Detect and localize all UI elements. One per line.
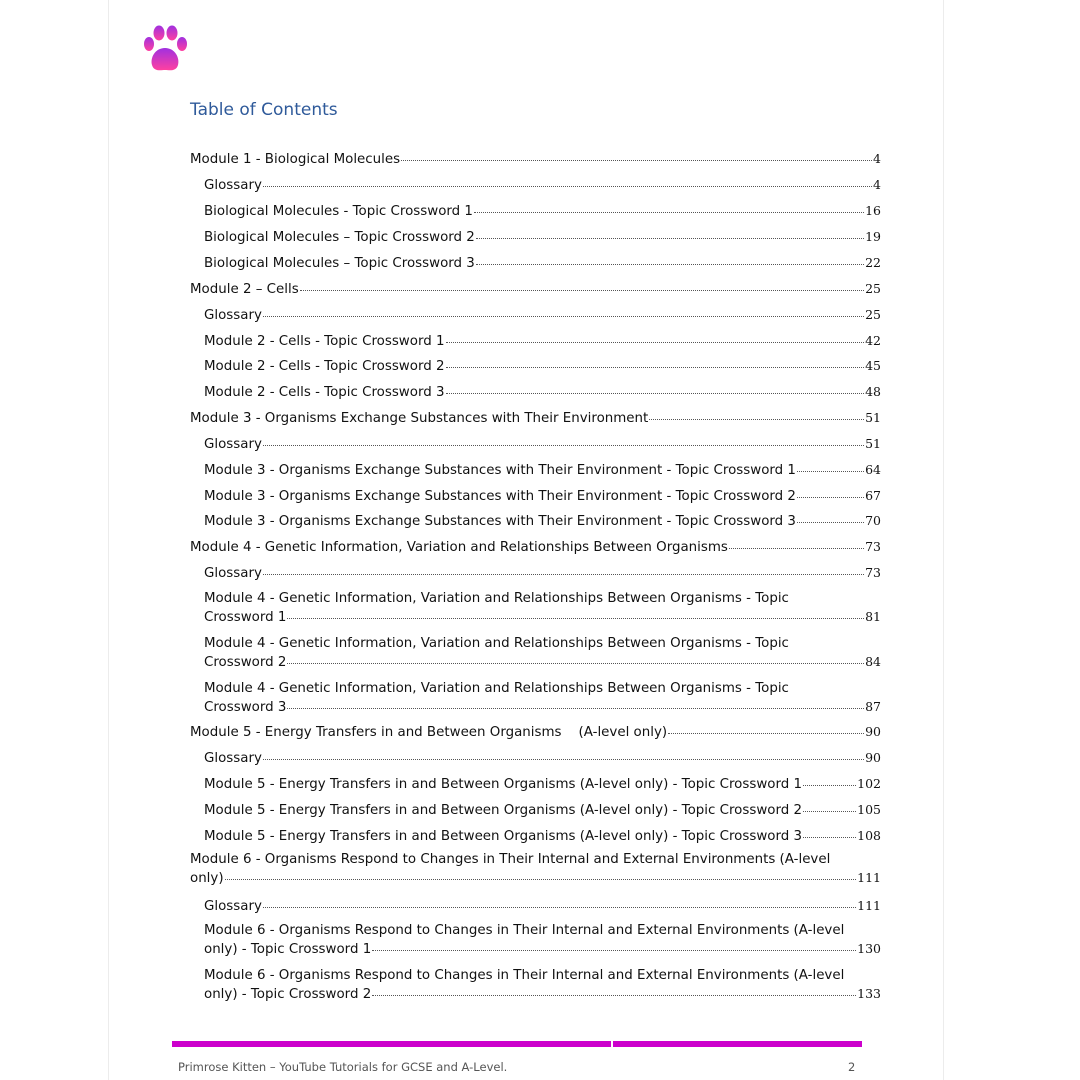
dot-leader xyxy=(263,573,864,575)
toc-entry-title: Module 2 - Cells - Topic Crossword 2 xyxy=(204,359,445,374)
toc-entry-title: Module 3 - Organisms Exchange Substances with Their Environment - Topic Crossword 3 xyxy=(204,514,796,529)
toc-entry-page: 25 xyxy=(865,307,881,322)
dot-leader xyxy=(729,547,864,549)
dot-leader xyxy=(668,732,864,734)
toc-module-entry[interactable] xyxy=(190,538,881,557)
toc-sub-entry[interactable] xyxy=(204,922,881,959)
toc-entry-title: Glossary xyxy=(204,308,262,323)
toc-entry-page: 133 xyxy=(857,986,881,1001)
dot-leader xyxy=(263,444,864,446)
toc-sub-entry[interactable] xyxy=(204,967,881,1004)
dot-leader xyxy=(446,366,865,368)
toc-entry-page: 102 xyxy=(857,776,881,791)
toc-entry-page: 22 xyxy=(865,255,881,270)
toc-entry-title: Glossary xyxy=(204,899,262,914)
dot-leader xyxy=(803,810,856,812)
toc-entry-page: 105 xyxy=(857,802,881,817)
toc-module-entry[interactable] xyxy=(190,723,881,742)
toc-entry-page: 90 xyxy=(865,750,881,765)
toc-sub-entry[interactable] xyxy=(204,332,881,351)
footer-text: Primrose Kitten – YouTube Tutorials for GCSE and A-Level. xyxy=(178,1060,508,1074)
toc-entry-page: 45 xyxy=(865,358,881,373)
toc-sub-entry[interactable] xyxy=(204,435,881,454)
toc-sub-entry[interactable] xyxy=(204,461,881,480)
toc-entry-title-line: Module 4 - Genetic Information, Variation and Relationships Between Organisms - Topic xyxy=(204,681,789,696)
dot-leader xyxy=(476,237,864,239)
toc-entry-title: Module 3 - Organisms Exchange Substances with Their Environment - Topic Crossword 2 xyxy=(204,489,796,504)
toc-entry-title: only) - Topic Crossword 2 xyxy=(204,987,372,1002)
toc-sub-entry[interactable] xyxy=(204,306,881,325)
toc-module-entry[interactable] xyxy=(190,851,881,888)
toc-entry-title: only) - Topic Crossword 1 xyxy=(204,942,372,957)
toc-entry-title-line: Module 4 - Genetic Information, Variation and Relationships Between Organisms - Topic xyxy=(204,591,789,606)
dot-leader xyxy=(797,521,864,523)
toc-entry-title: Module 5 - Energy Transfers in and Between Organisms (A-level only) - Topic Crossword 1 xyxy=(204,777,803,792)
toc-entry-page: 87 xyxy=(865,699,881,714)
toc-entry-page: 64 xyxy=(865,462,881,477)
dot-leader xyxy=(263,758,864,760)
toc-sub-entry[interactable] xyxy=(204,827,881,846)
toc-entry-title: Glossary xyxy=(204,751,262,766)
toc-entry-page: 19 xyxy=(865,229,881,244)
toc-title: Table of Contents xyxy=(190,100,338,120)
toc-entry-title: Module 4 - Genetic Information, Variation and Relationships Between Organisms xyxy=(190,540,728,555)
toc-entry-title: Glossary xyxy=(204,566,262,581)
toc-entry-title: Module 1 - Biological Molecules xyxy=(190,152,401,167)
dot-leader xyxy=(300,289,864,291)
dot-leader xyxy=(803,836,856,838)
toc-entry-page: 67 xyxy=(865,488,881,503)
toc-sub-entry[interactable] xyxy=(204,254,881,273)
dot-leader xyxy=(649,418,864,420)
toc-sub-entry[interactable] xyxy=(204,512,881,531)
toc-entry-page: 4 xyxy=(873,177,881,192)
toc-sub-entry[interactable] xyxy=(204,635,881,672)
toc-entry-title-line: Module 6 - Organisms Respond to Changes in Their Internal and External Environments (A-level xyxy=(190,852,831,867)
dot-leader xyxy=(287,617,864,619)
toc-entry-title: only) xyxy=(190,871,224,886)
dot-leader xyxy=(474,211,864,213)
toc-entry-title: Module 2 - Cells - Topic Crossword 3 xyxy=(204,385,445,400)
toc-sub-entry[interactable] xyxy=(204,897,881,916)
dot-leader xyxy=(446,341,865,343)
dot-leader xyxy=(263,315,864,317)
toc-entry-page: 111 xyxy=(857,898,881,913)
toc-entry-page: 16 xyxy=(865,203,881,218)
dot-leader xyxy=(287,707,864,709)
toc-module-entry[interactable] xyxy=(190,280,881,299)
toc-entry-title: Biological Molecules – Topic Crossword 2 xyxy=(204,230,475,245)
toc-sub-entry[interactable] xyxy=(204,487,881,506)
toc-entry-title: Biological Molecules – Topic Crossword 3 xyxy=(204,256,475,271)
toc-sub-entry[interactable] xyxy=(204,749,881,768)
toc-entry-page: 51 xyxy=(865,436,881,451)
dot-leader xyxy=(797,470,864,472)
toc-entry-title: Module 2 - Cells - Topic Crossword 1 xyxy=(204,334,445,349)
toc-entry-title: Module 3 - Organisms Exchange Substances with Their Environment - Topic Crossword 1 xyxy=(204,463,796,478)
toc-entry-title: Module 2 – Cells xyxy=(190,282,299,297)
toc-entry-page: 70 xyxy=(865,513,881,528)
dot-leader xyxy=(446,392,865,394)
toc-sub-entry[interactable] xyxy=(204,176,881,195)
dot-leader xyxy=(476,263,864,265)
toc-entry-page: 111 xyxy=(857,870,881,885)
toc-entry-title: Crossword 2 xyxy=(204,655,287,670)
toc-sub-entry[interactable] xyxy=(204,564,881,583)
toc-sub-entry[interactable] xyxy=(204,775,881,794)
toc-module-entry[interactable] xyxy=(190,409,881,428)
toc-entry-title: Crossword 1 xyxy=(204,610,287,625)
toc-entry-title-line: Module 6 - Organisms Respond to Changes in Their Internal and External Environments (A-level xyxy=(204,968,845,983)
dot-leader xyxy=(225,878,857,880)
toc-entry-page: 84 xyxy=(865,654,881,669)
toc-entry-page: 108 xyxy=(857,828,881,843)
toc-sub-entry[interactable] xyxy=(204,383,881,402)
toc-entry-title: Module 3 - Organisms Exchange Substances with Their Environment xyxy=(190,411,649,426)
toc-entry-page: 81 xyxy=(865,609,881,624)
toc-sub-entry[interactable] xyxy=(204,801,881,820)
toc-entry-page: 130 xyxy=(857,941,881,956)
toc-entry-page: 51 xyxy=(865,410,881,425)
toc-entry-page: 4 xyxy=(873,151,881,166)
paw-print-icon xyxy=(141,24,189,76)
toc-sub-entry[interactable] xyxy=(204,680,881,717)
toc-entry-title: Module 5 - Energy Transfers in and Between Organisms (A-level only) - Topic Crossword 2 xyxy=(204,803,803,818)
dot-leader xyxy=(797,496,864,498)
toc-entry-title: Biological Molecules - Topic Crossword 1 xyxy=(204,204,473,219)
toc-entry-page: 90 xyxy=(865,724,881,739)
toc-entry-title: Crossword 3 xyxy=(204,700,287,715)
toc-entry-page: 48 xyxy=(865,384,881,399)
toc-module-entry[interactable] xyxy=(190,150,881,169)
dot-leader xyxy=(287,662,864,664)
toc-entry-page: 42 xyxy=(865,333,881,348)
page-number: 2 xyxy=(848,1060,856,1074)
toc-entry-title: Glossary xyxy=(204,178,262,193)
dot-leader xyxy=(401,159,872,161)
toc-sub-entry[interactable] xyxy=(204,202,881,221)
dot-leader xyxy=(803,784,856,786)
toc-entry-title: Glossary xyxy=(204,437,262,452)
toc-entry-title: Module 5 - Energy Transfers in and Between Organisms (A-level only) - Topic Crossword 3 xyxy=(204,829,803,844)
toc-sub-entry[interactable] xyxy=(204,228,881,247)
footer-accent-bar xyxy=(172,1041,611,1047)
dot-leader xyxy=(372,994,856,996)
toc-entry-title: Module 5 - Energy Transfers in and Between Organisms (A-level only) xyxy=(190,725,668,740)
toc-sub-entry[interactable] xyxy=(204,357,881,376)
toc-entry-page: 73 xyxy=(865,539,881,554)
toc-entry-title-line: Module 4 - Genetic Information, Variation and Relationships Between Organisms - Topic xyxy=(204,636,789,651)
dot-leader xyxy=(263,906,856,908)
toc-entry-page: 73 xyxy=(865,565,881,580)
footer-accent-bar xyxy=(613,1041,862,1047)
toc-entry-title-line: Module 6 - Organisms Respond to Changes in Their Internal and External Environments (A-level xyxy=(204,923,845,938)
toc-sub-entry[interactable] xyxy=(204,590,881,627)
dot-leader xyxy=(263,185,872,187)
toc-entry-page: 25 xyxy=(865,281,881,296)
dot-leader xyxy=(372,949,856,951)
